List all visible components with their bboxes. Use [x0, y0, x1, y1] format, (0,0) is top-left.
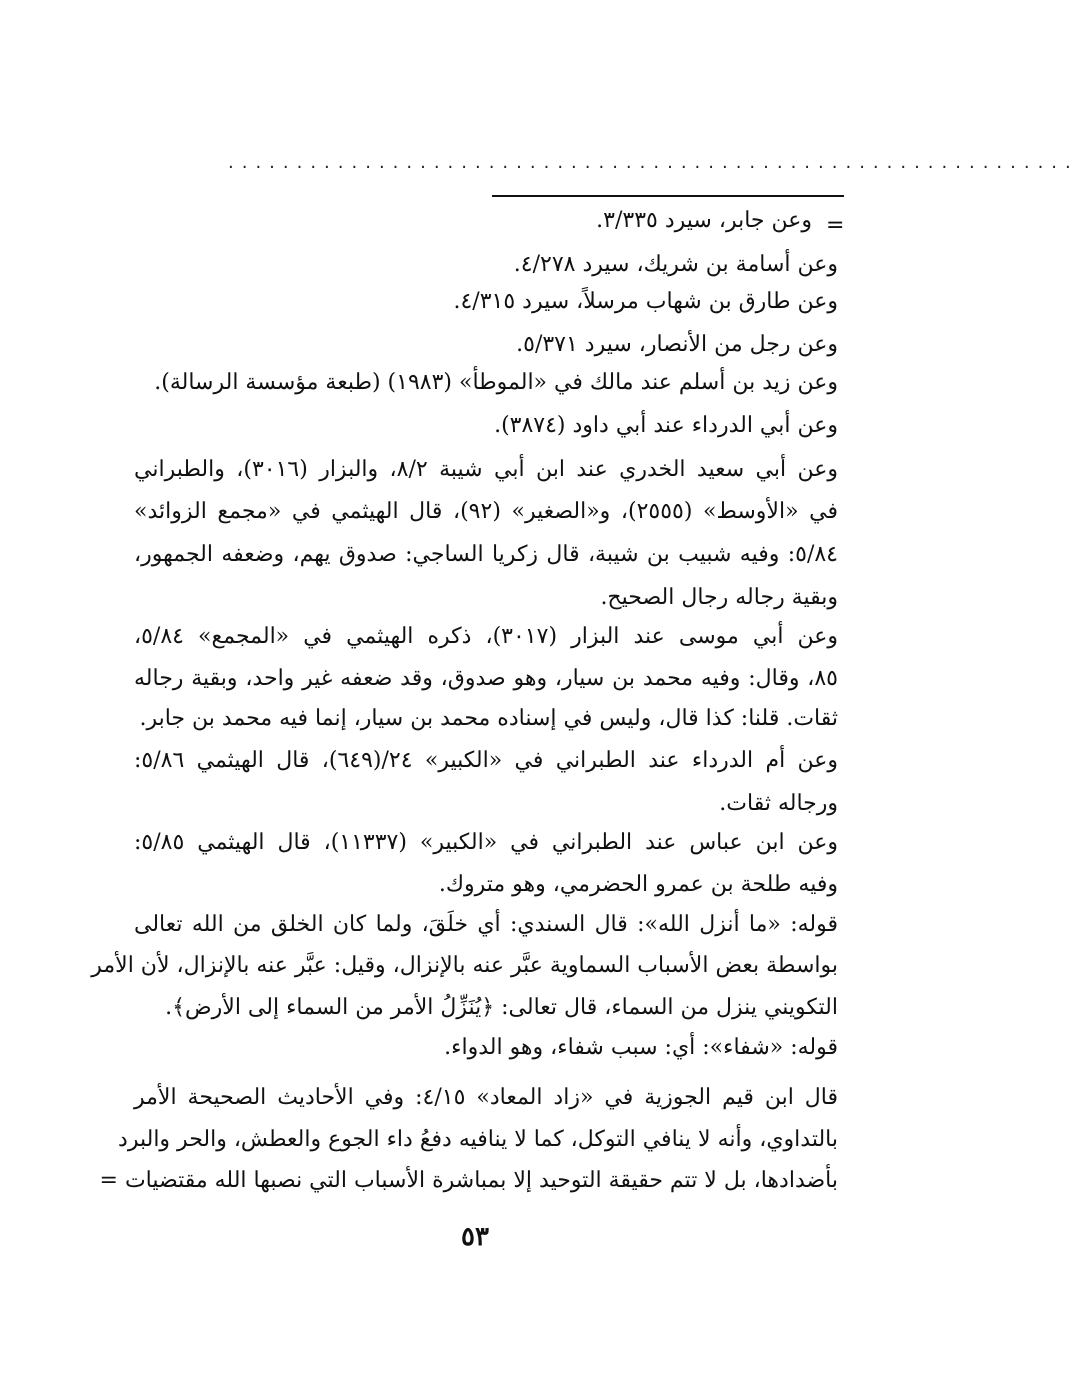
text-line: وعن أسامة بن شريك، سيرد ٤/٢٧٨. [513, 252, 838, 277]
text-line: ثقات. قلنا: كذا قال، وليس في إسناده محمد بن سيار، إنما فيه محمد بن جابر. [139, 706, 838, 731]
text-line: ٥/٨٤: وفيه شبيب بن شيبة، قال زكريا الساجي: صدوق يهم، وضعفه الجمهور، [134, 542, 838, 567]
page-number: ٥٣ [461, 1222, 489, 1252]
separator-dots: .............................................................. [228, 152, 1079, 173]
text-line: قوله: «ما أنزل الله»: قال السندي: أي خلَقَ، ولما كان الخلق من الله تعالى [134, 912, 838, 937]
text-line: ٨٥، وقال: وفيه محمد بن سيار، وهو صدوق، وقد ضعفه غير واحد، وبقية رجاله [134, 666, 838, 691]
text-line: وعن أبي سعيد الخدري عند ابن أبي شيبة ٨/٢، والبزار (٣٠١٦)، والطبراني [134, 457, 839, 482]
text-line: بأضدادها، بل لا تتم حقيقة التوحيد إلا بمباشرة الأسباب التي نصبها الله مقتضيات = [99, 1168, 838, 1193]
text-line: ورجاله ثقات. [719, 791, 838, 816]
text-line: وعن أم الدرداء عند الطبراني في «الكبير» ٢٤/(٦٤٩)، قال الهيثمي ٥/٨٦: [134, 748, 839, 773]
text-line: بواسطة بعض الأسباب السماوية عبَّر عنه بالإنزال، وقيل: عبَّر عنه بالإنزال، لأن الأمر [91, 953, 838, 978]
text-line: في «الأوسط» (٢٥٥٥)، و«الصغير» (٩٢)، قال الهيثمي في «مجمع الزوائد» [134, 499, 838, 524]
text-line: وعن ابن عباس عند الطبراني في «الكبير» (١١٣٣٧)، قال الهيثمي ٥/٨٥: [134, 830, 838, 855]
text-line: وفيه طلحة بن عمرو الحضرمي، وهو متروك. [438, 872, 838, 897]
text-line: وعن زيد بن أسلم عند مالك في «الموطأ» (١٩٨٣) (طبعة مؤسسة الرسالة). [154, 370, 838, 395]
text-line: قال ابن قيم الجوزية في «زاد المعاد» ٤/١٥: وفي الأحاديث الصحيحة الأمر [134, 1085, 838, 1110]
continuation-mark: = [826, 213, 845, 238]
text-line: التكويني ينزل من السماء، قال تعالى: ﴿يُنَزِّلُ الأمر من السماء إلى الأرض﴾. [165, 995, 838, 1020]
text-line: وعن أبي موسى عند البزار (٣٠١٧)، ذكره الهيثمي في «المجمع» ٥/٨٤، [134, 624, 838, 649]
text-line: وعن جابر، سيرد ٣/٣٣٥. [596, 208, 812, 233]
text-line: وعن طارق بن شهاب مرسلاً، سيرد ٤/٣١٥. [453, 289, 838, 314]
text-line: وبقية رجاله رجال الصحيح. [600, 585, 838, 610]
text-line: وعن أبي الدرداء عند أبي داود (٣٨٧٤). [494, 413, 838, 438]
footnote-rule [492, 195, 844, 197]
text-line: بالتداوي، وأنه لا ينافي التوكل، كما لا ينافيه دفعُ داء الجوع والعطش، والحر والبرد [118, 1127, 838, 1152]
text-line: وعن رجل من الأنصار، سيرد ٥/٣٧١. [516, 332, 838, 357]
text-line: قوله: «شفاء»: أي: سبب شفاء، وهو الدواء. [444, 1035, 838, 1060]
